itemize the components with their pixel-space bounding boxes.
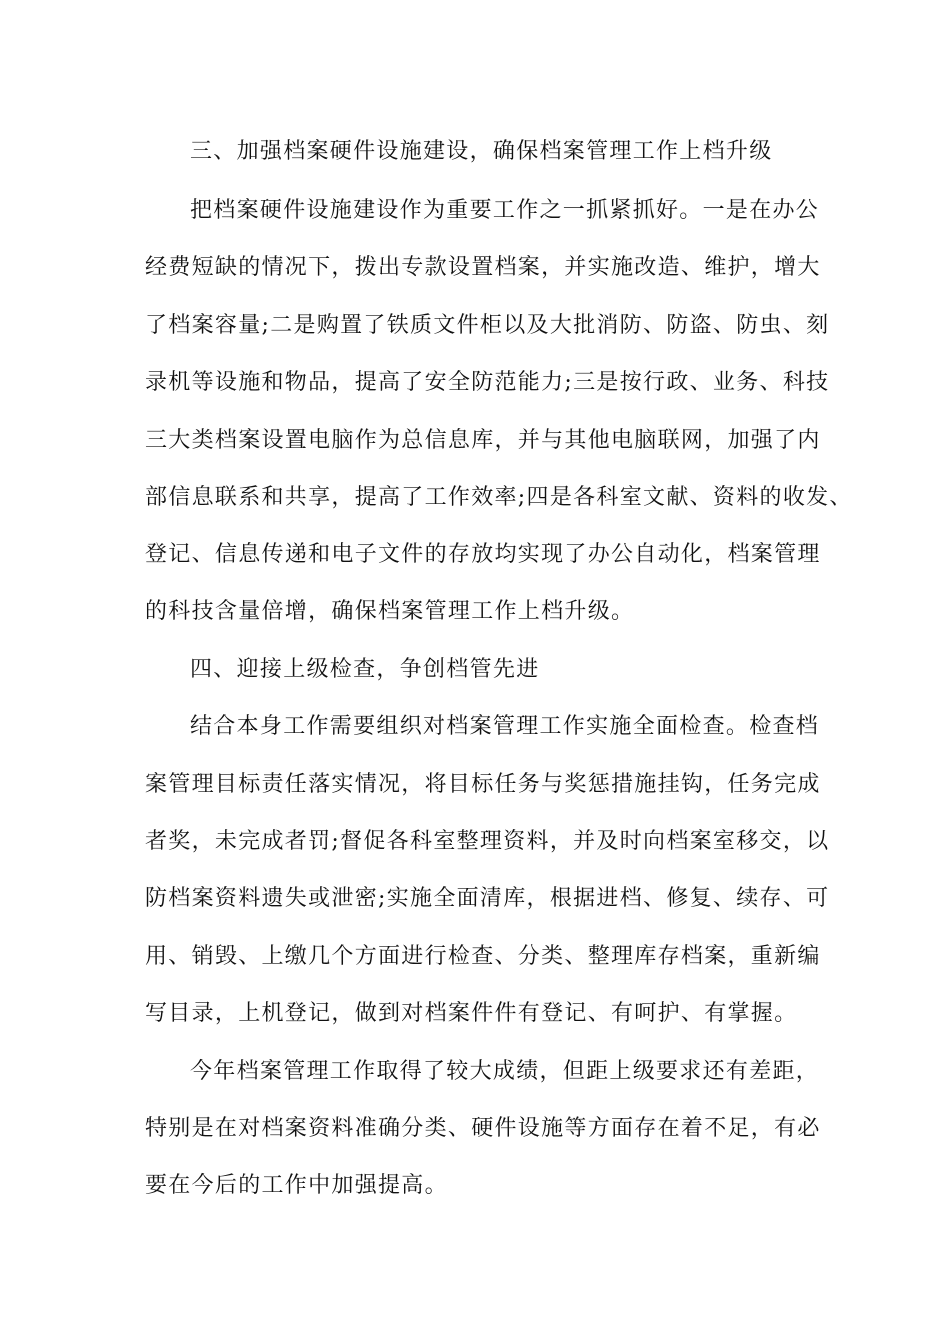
paragraph-line: 三大类档案设置电脑作为总信息库，并与其他电脑联网，加强了内: [145, 428, 821, 453]
paragraph-line: 录机等设施和物品，提高了安全防范能力;三是按行政、业务、科技: [145, 370, 830, 395]
paragraph-line: 了档案容量;二是购置了铁质文件柜以及大批消防、防盗、防虫、刻: [145, 313, 830, 338]
paragraph-line: 要在今后的工作中加强提高。: [145, 1173, 448, 1198]
paragraph-line: 把档案硬件设施建设作为重要工作之一抓紧抓好。一是在办公: [190, 198, 820, 223]
paragraph-line: 防档案资料遗失或泄密;实施全面清库，根据进档、修复、续存、可: [145, 886, 830, 911]
paragraph-line: 登记、信息传递和电子文件的存放均实现了办公自动化，档案管理: [145, 542, 821, 567]
section-heading-3: 三、加强档案硬件设施建设，确保档案管理工作上档升级: [190, 139, 773, 164]
paragraph-line: 部信息联系和共享，提高了工作效率;四是各科室文献、资料的收发、: [145, 485, 853, 510]
paragraph-line: 结合本身工作需要组织对档案管理工作实施全面检查。检查档: [190, 714, 820, 739]
paragraph-line: 经费短缺的情况下，拨出专款设置档案，并实施改造、维护，增大: [145, 255, 821, 280]
section-heading-4: 四、迎接上级检查，争创档管先进: [190, 657, 540, 682]
paragraph-line: 写目录，上机登记，做到对档案件件有登记、有呵护、有掌握。: [145, 1001, 798, 1026]
paragraph-line: 案管理目标责任落实情况，将目标任务与奖惩措施挂钩，任务完成: [145, 772, 821, 797]
paragraph-line: 特别是在对档案资料准确分类、硬件设施等方面存在着不足，有必: [145, 1116, 821, 1141]
paragraph-line: 用、销毁、上缴几个方面进行检查、分类、整理库存档案，重新编: [145, 944, 821, 969]
paragraph-line: 的科技含量倍增，确保档案管理工作上档升级。: [145, 599, 635, 624]
paragraph-line: 今年档案管理工作取得了较大成绩，但距上级要求还有差距，: [190, 1059, 820, 1084]
paragraph-line: 者奖，未完成者罚;督促各科室整理资料，并及时向档案室移交，以: [145, 829, 830, 854]
